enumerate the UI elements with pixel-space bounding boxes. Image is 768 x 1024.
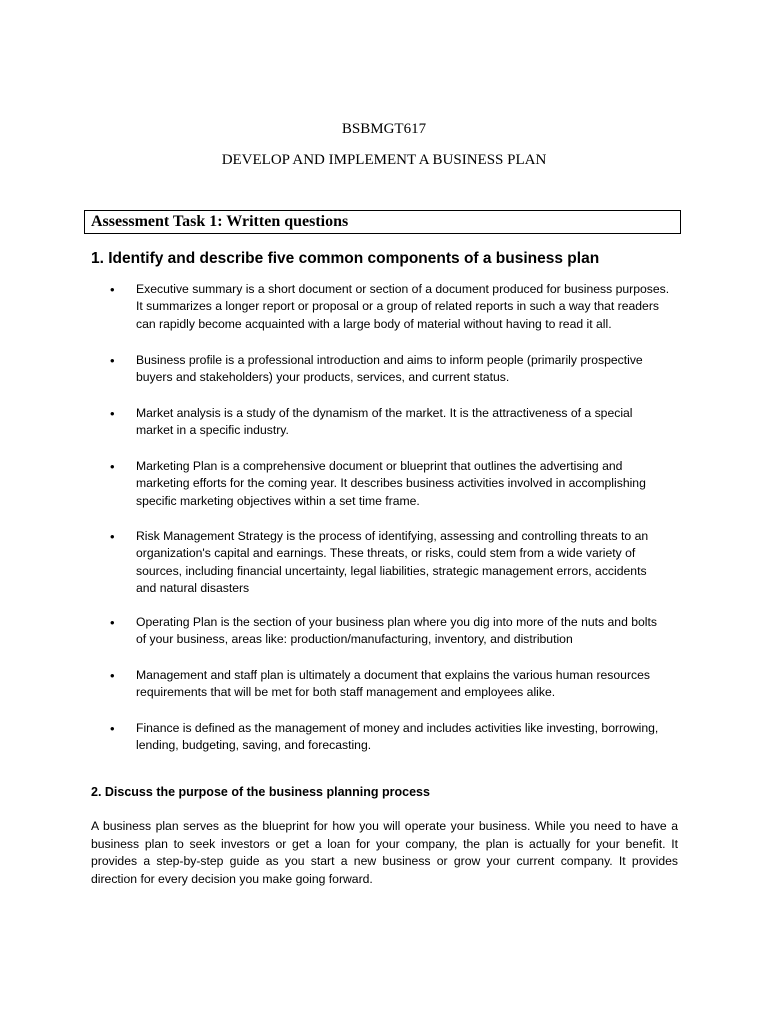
list-item-text: Business profile is a professional introduction and aims to inform people (primarily prospective buyers and stakeholders) your products, services, and current status. [136, 353, 643, 385]
list-item [110, 614, 670, 649]
bullet-icon: • [110, 459, 115, 474]
list-item [110, 281, 670, 333]
list-item [110, 720, 670, 755]
list-item-text: Operating Plan is the section of your business plan where you dig into more of the nuts and bolts of your business, areas like: production/manufacturing, inventory, and distribution [136, 615, 657, 647]
document-title: DEVELOP AND IMPLEMENT A BUSINESS PLAN [221, 152, 547, 168]
assessment-task-heading: Assessment Task 1: Written questions [84, 210, 681, 234]
bullet-icon: • [110, 353, 115, 368]
list-item-text: Finance is defined as the management of money and includes activities like investing, borrowing, lending, budgeting, saving, and forecasting. [136, 721, 659, 753]
list-item-text: Risk Management Strategy is the process of identifying, assessing and controlling threats to an organization's capital and earnings. These threats, or risks, could stem from a wide variety of sources, including financial uncertainty, legal liabilities, strategic management errors, accidents and natural disasters [136, 529, 649, 596]
bullet-icon: • [110, 721, 115, 736]
unit-code: BSBMGT617 [341, 121, 427, 137]
list-item [110, 352, 670, 387]
bullet-icon: • [110, 615, 115, 630]
list-item-text: Executive summary is a short document or section of a document produced for business purposes. It summarizes a longer report or proposal or a group of related reports in such a way that readers can rapidly become acquainted with a large body of material without having to read it all. [136, 282, 670, 331]
list-item-text: Marketing Plan is a comprehensive document or blueprint that outlines the advertising and marketing efforts for the coming year. It describes business activities involved in accomplishing specific marketing objectives within a set time frame. [136, 459, 646, 508]
list-item [110, 528, 670, 598]
list-item [110, 458, 670, 510]
list-item [110, 405, 670, 440]
bullet-icon: • [110, 406, 115, 421]
bullet-icon: • [110, 529, 115, 544]
question-1-heading: 1. Identify and describe five common components of a business plan [91, 250, 600, 267]
list-item-text: Management and staff plan is ultimately a document that explains the various human resources requirements that will be met for both staff management and employees alike. [136, 668, 650, 700]
list-item [110, 667, 670, 702]
bullet-icon: • [110, 282, 115, 297]
question-2-heading: 2. Discuss the purpose of the business planning process [91, 785, 430, 799]
question-2-answer: A business plan serves as the blueprint for how you will operate your business. While you need to have a business plan to seek investors or get a loan for your company, the plan is actually for your benefit. It provides a step-by-step guide as you start a new business or grow your current company. It provides direction for every decision you make going forward. [91, 819, 678, 886]
bullet-icon: • [110, 668, 115, 683]
list-item-text: Market analysis is a study of the dynamism of the market. It is the attractiveness of a special market in a specific industry. [136, 406, 633, 438]
